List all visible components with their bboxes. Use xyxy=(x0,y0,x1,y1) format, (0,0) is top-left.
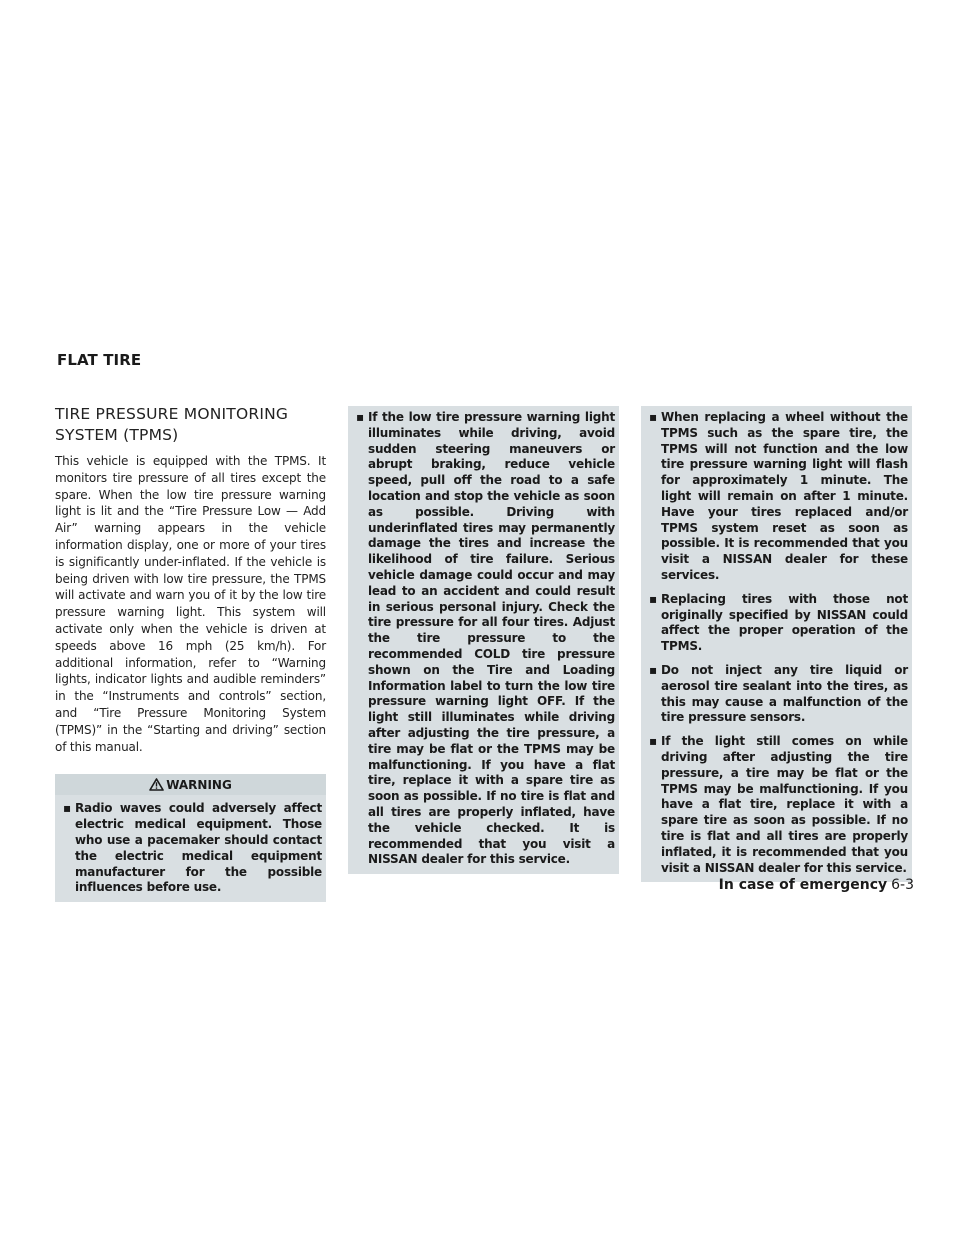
caution-item-text: Replacing tires with those not originally specified by NISSAN could affect the proper operation of the TPMS. xyxy=(661,591,908,654)
warning-item xyxy=(59,801,322,896)
bullet-icon: ▪ xyxy=(63,801,71,816)
subheading-line-2: SYSTEM (TPMS) xyxy=(55,426,179,444)
caution-item-text: If the low tire pressure warning light illuminates while driving, avoid sudden steering maneuvers or abrupt braking, reduce vehicle speed, pull off the road to a safe location and stop the vehicle as soon as possible. Driving with underinflated tires may permanently damage the tires and increase the likelihood of tire failure. Serious vehicle damage could occur and may lead to an accident and could result in serious personal injury. Check the tire pressure for all four tires. Adjust the tire pressure to the recommended COLD tire pressure shown on the Tire and Loading Information label to turn the low tire pressure warning light OFF. If the light still illuminates while driving after adjusting the tire pressure, a tire may be flat or the TPMS may be malfunctioning. If you have a flat tire, replace it with a spare tire as soon as possible. If no tire is flat and all tires are properly inflated, have the vehicle checked. It is recommended that you visit a NISSAN dealer for this service. xyxy=(368,410,615,867)
warning-header xyxy=(55,774,326,795)
warning-label: WARNING xyxy=(166,777,232,792)
warning-body xyxy=(55,795,326,902)
caution-item xyxy=(645,734,908,876)
warning-item-text: Radio waves could adversely affect electric medical equipment. Those who use a pacemaker should contact the electric medical equipment manufacturer for the possible influences before use. xyxy=(75,801,322,895)
caution-item-text: If the light still comes on while driving after adjusting the tire pressure, a tire may be flat or the TPMS may be malfunctioning. If you have a flat tire, replace it with a spare tire as soon as possible. If no tire is flat and all tires are properly inflated, it is recommended that you visit a NISSAN dealer for this service. xyxy=(661,734,908,875)
caution-panel-right xyxy=(641,406,912,882)
section-title: FLAT TIRE xyxy=(57,351,142,369)
bullet-icon: ▪ xyxy=(649,410,657,424)
warning-triangle-icon xyxy=(149,778,164,791)
caution-item xyxy=(645,663,908,726)
bullet-icon: ▪ xyxy=(649,734,657,749)
subheading xyxy=(55,404,326,446)
bullet-icon: ▪ xyxy=(649,662,657,677)
subheading-line-1: TIRE PRESSURE MONITORING xyxy=(55,405,289,423)
caution-item xyxy=(645,592,908,655)
column-right xyxy=(641,406,912,882)
bullet-icon: ▪ xyxy=(356,410,364,424)
column-middle xyxy=(348,406,619,874)
page-footer xyxy=(719,877,914,893)
footer-section-name: In case of emergency xyxy=(718,877,888,893)
warning-box xyxy=(55,774,326,902)
page-number: 6-3 xyxy=(891,877,914,893)
caution-item-text: When replacing a wheel without the TPMS such as the spare tire, the TPMS will not function and the low tire pressure warning light will flash for approximately 1 minute. The light will remain on after 1 minute. Have your tires replaced and/or TPMS system reset as soon as possible. It is recommended that you visit a NISSAN dealer for these services. xyxy=(661,410,908,582)
column-left xyxy=(55,404,326,902)
caution-item xyxy=(352,410,615,868)
bullet-icon: ▪ xyxy=(649,591,657,606)
caution-panel-middle xyxy=(348,406,619,874)
caution-item xyxy=(645,410,908,584)
caution-item-text: Do not inject any tire liquid or aerosol tire sealant into the tires, as this may cause a malfunction of the tire pressure sensors. xyxy=(661,662,908,725)
intro-paragraph: This vehicle is equipped with the TPMS. It monitors tire pressure of all tires except the spare. When the low tire pressure warning light is lit and the “Tire Pressure Low — Add Air” warning appears in the vehicle information display, one or more of your tires is significantly under-inflated. If the vehicle is being driven with low tire pressure, the TPMS will activate and warn you of it by the low tire pressure warning light. This system will activate only when the vehicle is driven at speeds above 16 mph (25 km/h). For additional information, refer to “Warning lights, indicator lights and audible reminders” in the “Instruments and controls” section, and “Tire Pressure Monitoring System (TPMS)” in the “Starting and driving” section of this manual. xyxy=(55,454,326,754)
